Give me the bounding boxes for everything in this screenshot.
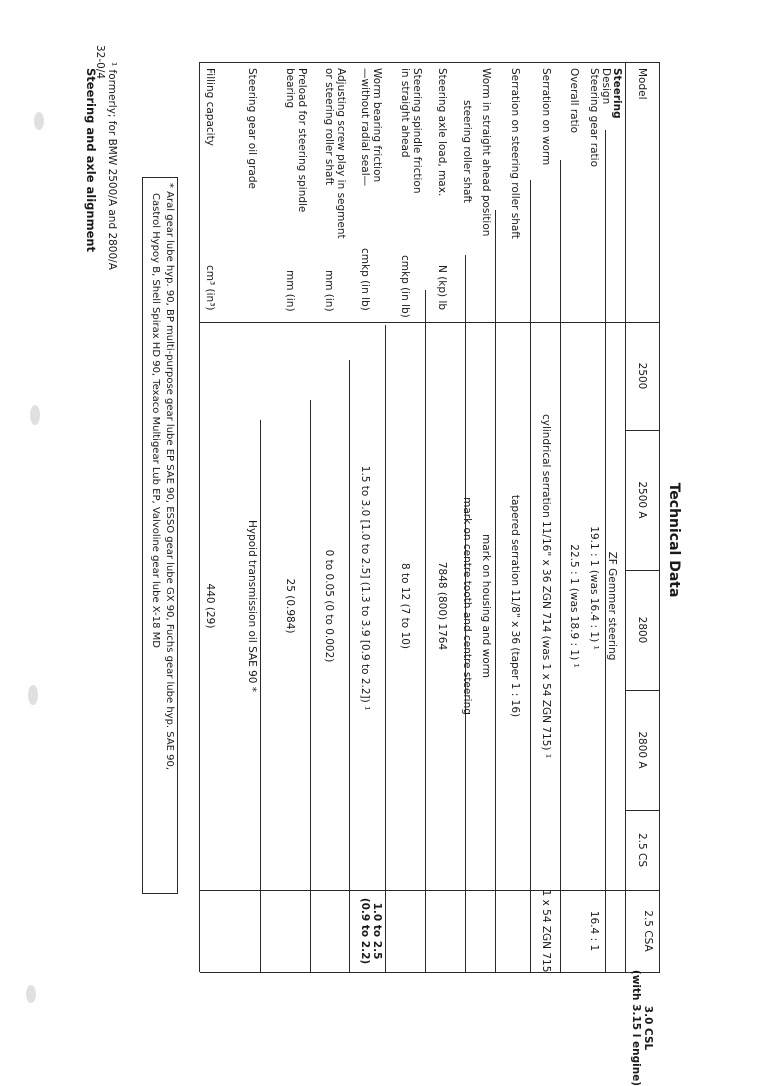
value-oil-grade: Hypoid transmission oil SAE 90 * [246,519,258,693]
value-worm-csl: 1 x 54 ZGN 715 [540,889,552,973]
label-preload-1: Preload for steering spindle [296,68,308,213]
unit-spindle: cmkp (in lb) [399,255,411,318]
column-divider-25cs [625,810,660,811]
label-spindle-2: in straight ahead [399,68,411,158]
value-ratio: 19.1 : 1 (was 16.4 : 1) ¹ [588,526,600,650]
column-divider-2800 [625,570,660,571]
value-design: ZF Gemmer steering [606,551,618,661]
model-30csl-line2: (with 3.15 l engine) [630,969,642,1086]
row-divider-worm-friction [385,325,386,972]
value-worm-friction-csl-2: (0.9 to 2.2) [359,897,371,965]
value-axle-load: 7848 (800) 1764 [436,561,448,651]
label-ahead-shaft: steering roller shaft [461,100,473,204]
row-divider-preload [310,400,311,972]
value-ratio-csl: 16.4 : 1 [588,910,600,952]
column-divider-csl [200,890,660,891]
table-border-bottom [199,62,200,972]
oil-note-line2: Castrol Hypoy B, Shell Spirax HD 90, Texaco Multigear Lub EP, Valvoline gear lube X-18 MD [150,193,161,648]
row-divider-screw [349,360,350,972]
label-oil-grade: Steering gear oil grade [246,68,258,189]
value-ahead-shaft: mark on centre tooth and centre steering [461,497,473,715]
unit-filling: cm³ (in³) [204,265,216,311]
value-preload: 25 (0.984) [284,578,296,634]
table-border-left [200,62,660,63]
model-label: Model [636,68,648,100]
model-25cs: 2.5 CS [636,832,648,868]
value-filling: 440 (29) [204,583,216,629]
label-preload-2: bearing [284,68,296,109]
label-ahead-worm: Worm in straight ahead position [480,68,492,237]
unit-screw: mm (in) [323,270,335,312]
page-title: Technical Data [666,482,682,598]
row-divider-roller [530,180,531,972]
value-worm: cylindrical serration 11/16" x 36 ZGN 714 (was 1 x 54 ZGN 715) ¹ [540,413,552,759]
value-overall: 22.5 : 1 (was 18.9 : 1) ¹ [568,544,580,668]
unit-preload: mm (in) [284,270,296,312]
label-worm-friction-1: Worm bearing friction [371,68,383,183]
label-steering: Steering [611,68,623,119]
label-ratio: Steering gear ratio [588,68,600,168]
row-divider-ahead [495,210,496,972]
table-border-top [659,62,660,972]
column-divider-2800a [625,690,660,691]
column-divider-models [200,322,660,323]
column-divider-2500a [625,430,660,431]
unit-worm-friction: cmkp (in lb) [359,248,371,311]
row-divider-spindle [425,290,426,972]
section-title: Steering and axle alignment [84,68,98,253]
row-divider-worm [560,160,561,972]
model-2800: 2800 [636,616,648,644]
value-worm-friction-csl-1: 1.0 to 2.5 [371,902,383,960]
page-number: 32-0/4 [94,45,106,80]
model-25csa: 2.5 CSA [642,910,654,952]
label-design: Design [600,68,612,105]
model-2800a: 2800 A [636,731,648,769]
footnote: ¹ formerly; for BMW 2500/A and 2800/A [106,62,118,270]
model-2500: 2500 [636,362,648,390]
label-spindle-1: Steering spindle friction [411,68,423,194]
label-screw-2: or steering roller shaft [323,68,335,186]
value-worm-friction: 1.5 to 3.0 [1.0 to 2.5] (1.3 to 3.9 [0.9 to 2.2]) ¹ [359,465,371,711]
value-roller: tapered serration 11/8" x 36 (taper 1 : 16) [509,494,521,718]
label-screw-1: Adjusting screw play in segment [335,68,347,239]
oil-note-line1: * Aral gear lube hyp. 90, BP multi-purpose gear lube EP SAE 90, ESSO gear lube GX 90, Fuchs gear lube hyp. SAE 90, [164,183,175,771]
header-row-divider [625,62,626,972]
label-axle-load: Steering axle load, max. [436,68,448,197]
label-filling: Filling capacity [204,68,216,146]
label-worm: Serration on worm [540,68,552,166]
label-roller: Serration on steering roller shaft [509,68,521,239]
value-ahead-worm: mark on housing and worm [480,533,492,679]
value-spindle: 8 to 12 (7 to 10) [399,562,411,650]
model-30csl-line1: 3.0 CSL [642,1005,654,1051]
value-screw: 0 to 0.05 (0 to 0.002) [323,549,335,663]
table-border-right [200,972,660,973]
label-overall: Overall ratio [568,68,580,134]
model-2500a: 2500 A [636,481,648,519]
label-worm-friction-2: —without radial seal— [359,68,371,187]
unit-axle-load: N (kp) lb [436,265,448,311]
